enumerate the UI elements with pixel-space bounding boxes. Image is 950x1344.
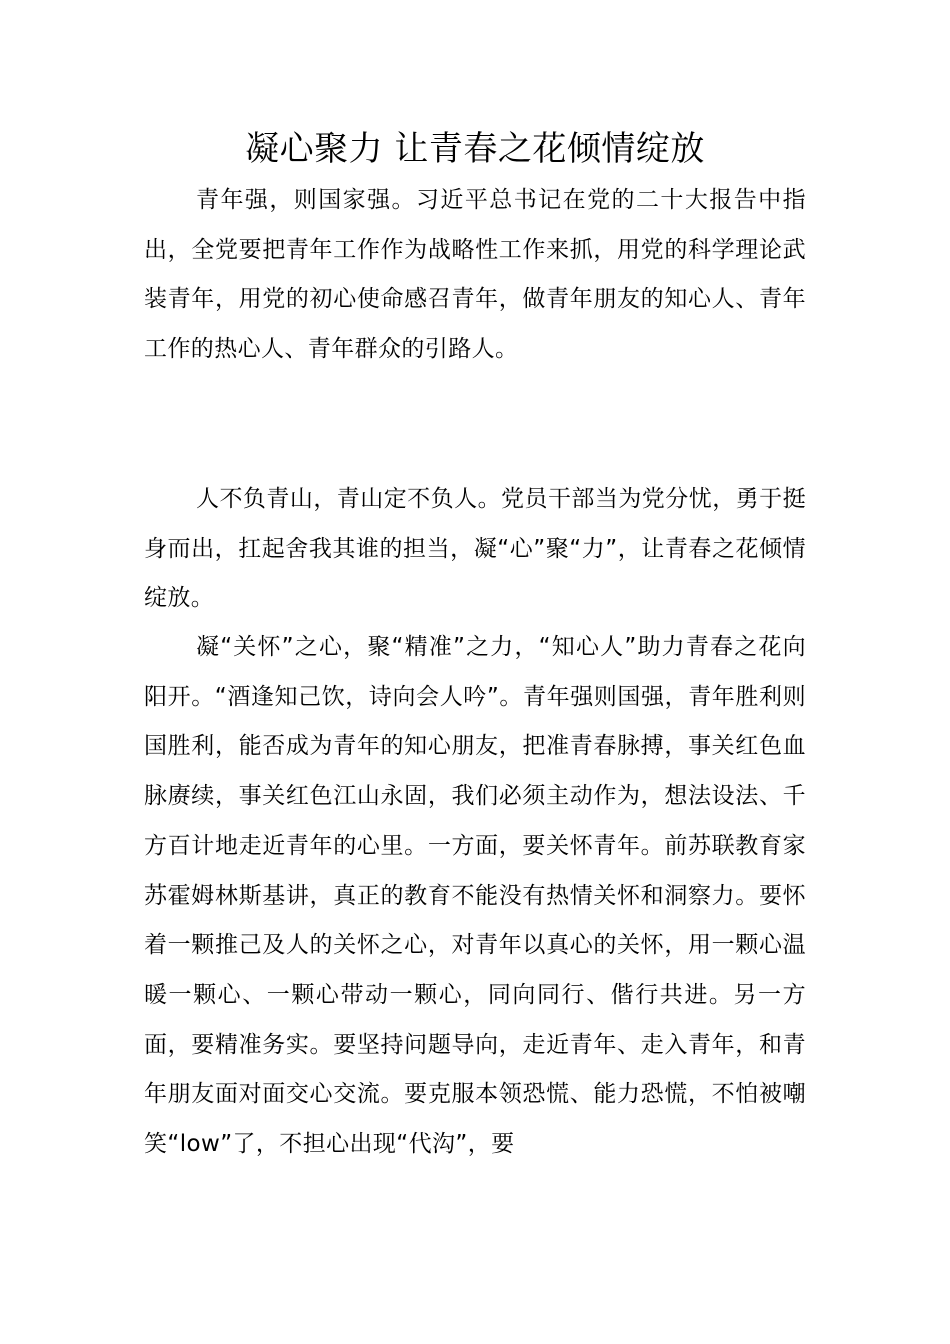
document-title: 凝心聚力 让青春之花倾情绽放 <box>245 129 705 169</box>
paragraph-2: 人不负青山，青山定不负人。党员干部当为党分忧，勇于挺身而出，扛起舍我其谁的担当，凝“心”聚“力”，让青春之花倾情绽放。 <box>144 486 806 612</box>
paragraph-3: 凝“关怀”之心，聚“精准”之力，“知心人”助力青春之花向阳开。“酒逢知己饮，诗向会人吟”。青年强则国强，青年胜利则国胜利，能否成为青年的知心朋友，把准青春脉搏，事关红色血脉赓续，事关红色江山永固，我们必须主动作为，想法设法、千方百计地走近青年的心里。一方面，要关怀青年。前苏联教育家苏霍姆林斯基讲，真正的教育不能没有热情关怀和洞察力。要怀着一颗推己及人的关怀之心，对青年以真心的关怀，用一颗心温暖一颗心、一颗心带动一颗心，同向同行、偕行共进。另一方面，要精准务实。要坚持问题导向，走近青年、走入青年，和青年朋友面对面交心交流。要克服本领恐慌、能力恐慌，不怕被嘲笑“low”了，不担心出现“代沟”，要 <box>144 634 806 1158</box>
paragraph-1: 青年强，则国家强。习近平总书记在党的二十大报告中指出，全党要把青年工作作为战略性工作来抓，用党的科学理论武装青年，用党的初心使命感召青年，做青年朋友的知心人、青年工作的热心人、青年群众的引路人。 <box>144 187 806 363</box>
